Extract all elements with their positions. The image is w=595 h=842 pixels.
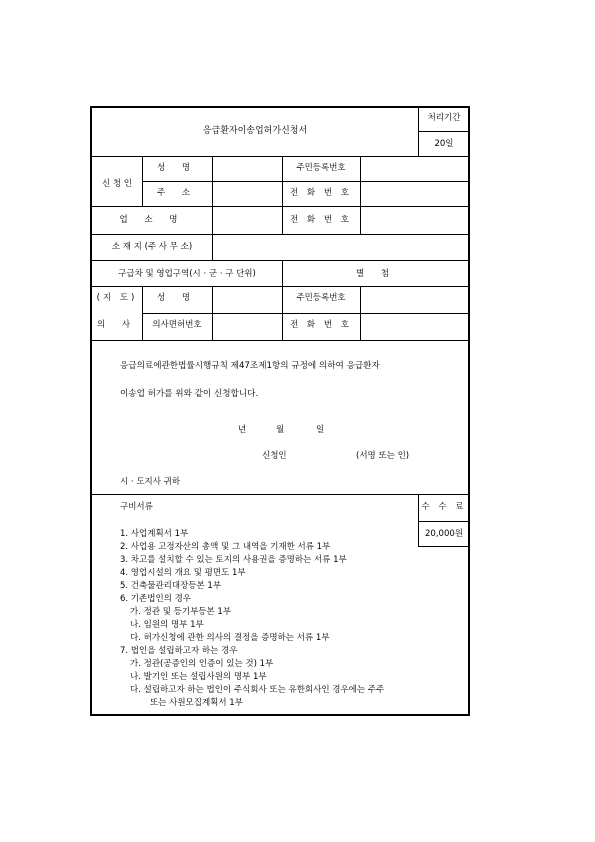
doctor-phone-label: 전 화 번 호: [290, 320, 352, 330]
ambulance-value: 별 첨: [355, 269, 397, 279]
date-day-field[interactable]: [288, 422, 312, 436]
document-item: 7. 법인을 설립하고자 하는 경우: [120, 646, 238, 656]
doctor-group-label: (지 도): [96, 293, 138, 303]
applicant-sign-field[interactable]: [292, 448, 352, 462]
form-title: 응급환자이송업허가신청서: [202, 126, 308, 136]
business-phone-field[interactable]: [361, 207, 469, 233]
document-sub-item: 나. 발기인 또는 설립사원의 명부 1부: [130, 672, 267, 682]
business-name-label: 업 소 명: [119, 215, 185, 225]
doctor-license-label: 의사면허번호: [152, 320, 202, 330]
processing-period-label: 처리기간: [427, 113, 461, 123]
document-item: 4. 영업시설의 개요 및 평면도 1부: [120, 568, 246, 578]
document-sub-item: 가. 정관 및 등기부등본 1부: [130, 607, 232, 617]
doctor-name-label: 성 명: [156, 293, 198, 303]
document-sub-item: 또는 사원모집계획서 1부: [150, 698, 243, 708]
date-year-label: 년: [238, 425, 247, 435]
addressee: 시 · 도지사 귀하: [120, 477, 181, 487]
document-sub-item: 가. 정관(공증인의 인증이 있는 것) 1부: [130, 659, 274, 669]
row-divider: [92, 260, 470, 261]
processing-period-divider: [418, 131, 470, 132]
fee-label: 수 수 료: [421, 502, 467, 512]
document-item: 6. 기존법인의 경우: [120, 594, 191, 604]
row-divider: [92, 494, 470, 495]
signature-label: (서명 또는 인): [356, 451, 410, 461]
documents-header: 구비서류: [120, 502, 153, 512]
business-name-field[interactable]: [213, 207, 281, 233]
doctor-rrn-label: 주민등록번호: [296, 293, 346, 303]
date-month-field[interactable]: [250, 422, 272, 436]
statement-line-1: 응급의료에관한법률시행규칙 제47조제1항의 규정에 의하여 응급환자: [120, 361, 380, 371]
applicant-address-label: 주 소: [156, 188, 198, 198]
document-item: 3. 차고를 설치할 수 있는 토지의 사용권을 증명하는 서류 1부: [120, 555, 347, 565]
document-item: 2. 사업용 고정자산의 총액 및 그 내역을 기재한 서류 1부: [120, 542, 331, 552]
document-sub-item: 나. 임원의 명부 1부: [130, 620, 204, 630]
document-sub-item: 다. 허가신청에 관한 의사의 결정을 증명하는 서류 1부: [130, 633, 330, 643]
applicant-name-label: 성 명: [156, 163, 198, 173]
location-label: 소 재 지 (주 사 무 소): [111, 242, 193, 252]
statement-line-2: 이송업 허가를 위와 같이 신청합니다.: [120, 389, 259, 399]
doctor-phone-field[interactable]: [361, 314, 469, 339]
date-month-label: 월: [276, 425, 285, 435]
business-phone-label: 전 화 번 호: [290, 215, 352, 225]
document-item: 1. 사업계획서 1부: [120, 529, 189, 539]
date-day-label: 일: [316, 425, 325, 435]
doctor-name-field[interactable]: [213, 287, 281, 312]
ambulance-label: 구급차 및 영업구역(시 · 군 · 구 단위): [118, 269, 256, 279]
applicant-sign-label: 신청인: [262, 451, 287, 461]
applicant-phone-label: 전 화 번 호: [290, 188, 352, 198]
application-form: [90, 106, 470, 716]
document-item: 5. 건축물관리대장등본 1부: [120, 581, 222, 591]
doctor-rrn-field[interactable]: [361, 287, 469, 312]
document-sub-item: 다. 설립하고자 하는 법인이 주식회사 또는 유한회사인 경우에는 주주: [130, 685, 385, 695]
fee-row-divider: [418, 521, 470, 522]
fee-value: 20,000원: [425, 529, 463, 539]
processing-period-value: 20일: [434, 139, 454, 149]
applicant-group-label: 신 청 인: [101, 179, 133, 189]
fee-row-divider: [418, 546, 470, 547]
applicant-rrn-label: 주민등록번호: [296, 163, 346, 173]
doctor-license-field[interactable]: [213, 314, 281, 339]
applicant-rrn-field[interactable]: [361, 157, 469, 181]
location-field[interactable]: [213, 235, 469, 259]
applicant-phone-field[interactable]: [361, 182, 469, 206]
row-divider: [92, 340, 470, 341]
doctor-group-label: 의 사: [96, 320, 138, 330]
applicant-name-field[interactable]: [213, 157, 281, 181]
